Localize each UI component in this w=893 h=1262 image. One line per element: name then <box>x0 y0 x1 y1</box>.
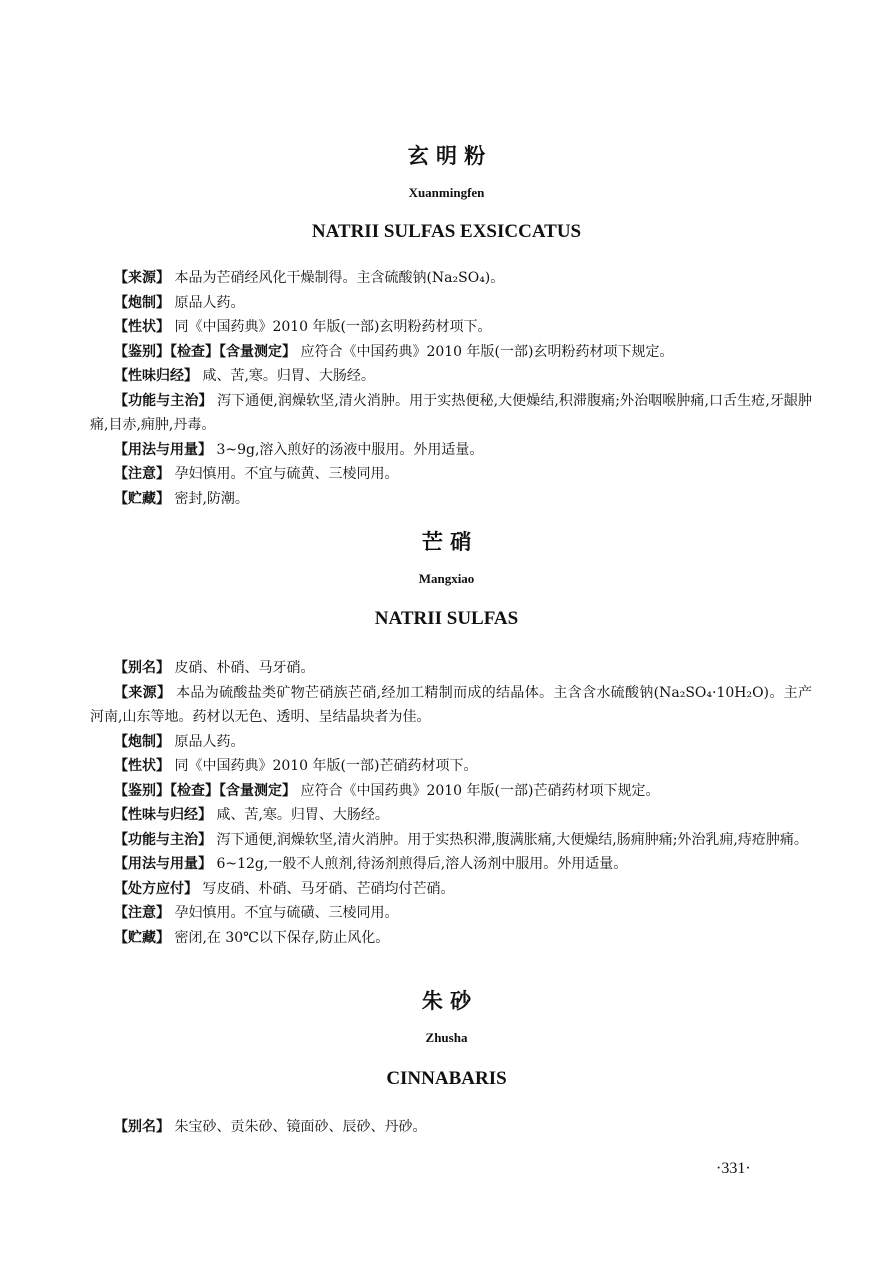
monograph-entries <box>90 266 812 511</box>
entry-label: 【性味与归经】 <box>114 807 212 823</box>
entry <box>90 656 812 681</box>
monograph-title-cn: 朱 砂 <box>421 988 472 1013</box>
entry-text: 同《中国药典》2010 年版(一部)玄明粉药材项下。 <box>170 319 492 335</box>
monograph-zhusha <box>0 987 893 1015</box>
entry-label: 【注意】 <box>114 466 170 482</box>
entry-text: 孕妇慎用。不宜与硫黄、三棱同用。 <box>170 466 399 482</box>
monograph-pinyin: Mangxiao <box>418 571 475 586</box>
entry-text: 应符合《中国药典》2010 年版(一部)芒硝药材项下规定。 <box>296 782 660 799</box>
entry-label: 【注意】 <box>114 905 170 921</box>
entry-label: 【性状】 <box>114 319 170 335</box>
entry-text: 原品人药。 <box>170 733 245 750</box>
entry <box>90 926 812 951</box>
latin-row <box>0 607 893 631</box>
entry-text: 密闭,在 30℃以下保存,防止风化。 <box>170 929 390 946</box>
pinyin-row <box>0 184 893 202</box>
entry <box>90 364 812 389</box>
monograph-pinyin: Zhusha <box>425 1030 468 1045</box>
entry-text: 同《中国药典》2010 年版(一部)芒硝药材项下。 <box>170 758 478 774</box>
entry-label: 【贮藏】 <box>114 490 170 507</box>
latin-row <box>0 220 893 244</box>
page-number: ·331· <box>716 1160 751 1177</box>
entry-label: 【用法与用量】 <box>114 856 212 872</box>
entry-text: 原品人药。 <box>170 294 245 311</box>
entry <box>90 828 812 853</box>
entry-text: 泻下通便,润燥软坚,清火消肿。用于实热便秘,大便燥结,积滞腹痛;外治咽喉肿痛,口舌生疮,牙龈肿痛,目赤,痈肿,丹毒。 <box>90 392 813 433</box>
entry-label: 【来源】 <box>114 270 170 286</box>
entry-text: 孕妇慎用。不宜与硫磺、三棱同用。 <box>170 905 399 921</box>
entry-label: 【来源】 <box>114 684 172 701</box>
entry <box>90 340 812 365</box>
entry-text: 本品为硫酸盐类矿物芒硝族芒硝,经加工精制而成的结晶体。主含含水硫酸钠(Na₂SO₄·10H₂O)。主产河南,山东等地。药材以无色、透明、呈结晶块者为佳。 <box>90 684 812 725</box>
entry <box>90 803 812 828</box>
entry-label: 【功能与主治】 <box>114 392 213 409</box>
entry-label: 【鉴别】【检查】【含量测定】 <box>114 343 296 360</box>
entry-text: 朱宝砂、贡朱砂、镜面砂、辰砂、丹砂。 <box>170 1119 427 1135</box>
entry-label: 【鉴别】【检查】【含量测定】 <box>114 782 296 799</box>
entry <box>90 291 812 316</box>
entry <box>90 462 812 487</box>
entry <box>90 754 812 779</box>
entry-text: 6~12g,一般不人煎剂,待汤剂煎得后,溶人汤剂中服用。外用适量。 <box>212 856 628 872</box>
monograph-latin-name: NATRII SULFAS <box>374 608 519 629</box>
entry-label: 【性味归经】 <box>114 368 198 384</box>
monograph-xuanmingfen <box>0 142 893 170</box>
monograph-latin-name: CINNABARIS <box>386 1068 507 1089</box>
entry <box>90 730 812 755</box>
entry-text: 写皮硝、朴硝、马牙硝、芒硝均付芒硝。 <box>198 880 455 897</box>
entry-label: 【别名】 <box>114 1119 170 1135</box>
entry <box>90 681 812 730</box>
entry-label: 【功能与主治】 <box>114 831 212 848</box>
entry-text: 3~9g,溶入煎好的汤液中服用。外用适量。 <box>212 441 484 458</box>
entry <box>90 1115 812 1140</box>
entry-label: 【别名】 <box>114 660 170 676</box>
entry <box>90 901 812 926</box>
entry-text: 咸、苦,寒。归胃、大肠经。 <box>198 368 375 384</box>
monograph-mangxiao <box>0 528 893 556</box>
monograph-title-cn: 玄 明 粉 <box>407 143 486 168</box>
monograph-title-cn: 芒 硝 <box>421 529 472 554</box>
monograph-pinyin: Xuanmingfen <box>408 185 485 200</box>
entry-text: 应符合《中国药典》2010 年版(一部)玄明粉药材项下规定。 <box>296 343 674 360</box>
entry <box>90 877 812 902</box>
entry-label: 【处方应付】 <box>114 880 198 897</box>
pinyin-row <box>0 1029 893 1047</box>
monograph-entries <box>90 656 812 950</box>
entry-label: 【贮藏】 <box>114 929 170 946</box>
entry <box>90 315 812 340</box>
entry-text: 皮硝、朴硝、马牙硝。 <box>170 660 315 676</box>
entry <box>90 266 812 291</box>
entry-label: 【用法与用量】 <box>114 441 212 458</box>
entry-text: 泻下通便,润燥软坚,清火消肿。用于实热积滞,腹满胀痛,大便燥结,肠痈肿痛;外治乳痈,痔疮肿痛。 <box>212 831 808 848</box>
entry <box>90 779 812 804</box>
pinyin-row <box>0 570 893 588</box>
entry <box>90 438 812 463</box>
entry-text: 本品为芒硝经风化干燥制得。主含硫酸钠(Na₂SO₄)。 <box>170 270 505 286</box>
entry-label: 【性状】 <box>114 758 170 774</box>
monograph-latin-name: NATRII SULFAS EXSICCATUS <box>311 221 582 242</box>
entry <box>90 852 812 877</box>
entry-label: 【炮制】 <box>114 733 170 750</box>
monograph-entries <box>90 1115 812 1140</box>
entry-text: 咸、苦,寒。归胃、大肠经。 <box>212 807 389 823</box>
entry-label: 【炮制】 <box>114 294 170 311</box>
entry <box>90 389 812 438</box>
entry-text: 密封,防潮。 <box>170 490 249 507</box>
entry <box>90 487 812 512</box>
latin-row <box>0 1067 893 1091</box>
